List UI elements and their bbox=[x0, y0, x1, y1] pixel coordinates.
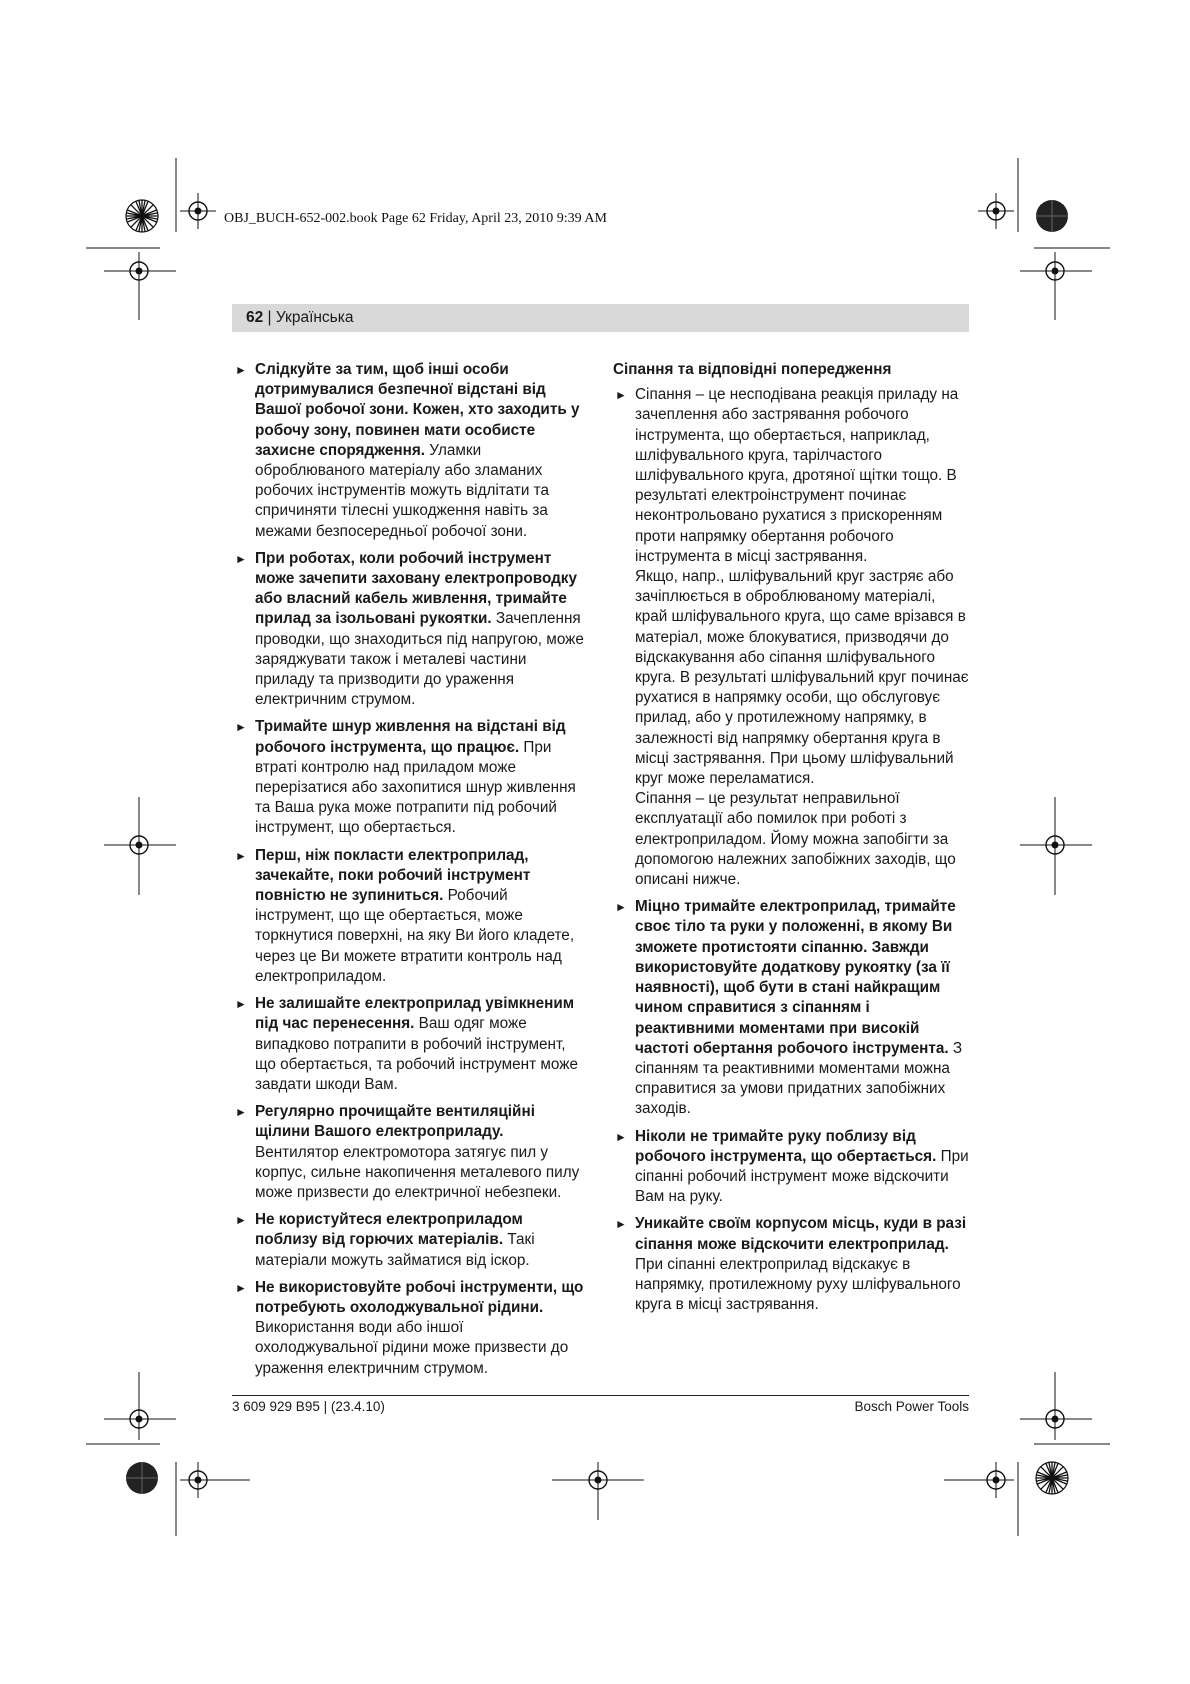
bullet-arrow-icon: ► bbox=[235, 997, 247, 1012]
bullet-arrow-icon: ► bbox=[235, 1105, 247, 1120]
bullet-arrow-icon: ► bbox=[615, 900, 627, 915]
safety-item: ► Регулярно прочищайте вентиляційні щілини Вашого електроприладу. Вентилятор електромотора затягує пил у корпус, сильне накопичення металевого пилу може призвести до електричної небезпеки. bbox=[235, 1103, 580, 1201]
registration-mark-icon bbox=[978, 193, 1014, 229]
registration-mark-icon bbox=[180, 193, 216, 229]
page-header bbox=[232, 304, 969, 332]
bullet-arrow-icon: ► bbox=[615, 388, 627, 403]
footer-divider bbox=[232, 1395, 969, 1396]
safety-item: ► Міцно тримайте електроприлад, тримайте своє тіло та руки у положенні, в якому Ви зможете протистояти сіпанню. Завжди використовуйте додаткову рукоятку (за її наявності), щоб бути в стані найкращим чином справитися з сіпанням і реактивними моментами при високій частоті обертання робочого інструмента. З сіпанням та реактивними моментами можна справитися за умови придатних запобіжних заходів. bbox=[615, 898, 963, 1118]
dark-target-icon bbox=[126, 1462, 158, 1494]
header-separator: | bbox=[263, 309, 276, 326]
star-target-icon bbox=[126, 200, 158, 232]
section-heading: Сіпання та відповідні попередження bbox=[613, 361, 892, 378]
bullet-arrow-icon: ► bbox=[235, 551, 247, 566]
bullet-arrow-icon: ► bbox=[235, 1280, 247, 1295]
header-language: Українська bbox=[275, 309, 354, 326]
safety-item: ► Слідкуйте за тим, щоб інші особи дотримувалися безпечної відстані від Вашої робочої зони. Кожен, хто заходить у робочу зону, повинен мати особисте захисне спорядження. Уламки оброблюваного матеріалу або зламаних робочих інструментів можуть відлітати та спричиняти тілесні ушкодження навіть за межами безпосередньої робочої зони. bbox=[235, 361, 580, 540]
star-target-icon bbox=[1036, 1462, 1068, 1494]
left-column bbox=[233, 360, 585, 1386]
bullet-arrow-icon: ► bbox=[235, 720, 247, 735]
footer-doc-number: 3 609 929 B95 | (23.4.10) bbox=[232, 1399, 385, 1414]
bullet-arrow-icon: ► bbox=[235, 848, 247, 863]
safety-item: ► Перш, ніж покласти електроприлад, зачекайте, поки робочий інструмент повністю не зупиниться. Робочий інструмент, що ще обертається, може торкнутися поверхні, на яку Ви його кладете, через це Ви можете втратити контроль над електроприладом. bbox=[235, 846, 575, 985]
kickback-intro: ► Сіпання – це несподівана реакція приладу на зачеплення або застрявання робочого інструмента, що обертається, наприклад, шліфувального круга, тарілчастого шліфувального круга, дротяної щітки тощо. В результаті електроінструмент починає неконтрольовано рухатися з прискоренням проти напрямку обертання робочого інструмента в місці застрявання. Якщо, напр., шліфувальний круг застряє або зачіплюється в оброблюваному матеріалі, край шліфувального круга, що саме врізався в матеріал, може блокуватися, призводячи до відскакування або сіпання шліфувального круга. В результаті шліфувальний круг починає рухатися в напрямку особи, що обслуговує прилад, або у протилежному напрямку, в залежності від напрямку обертання круга в місці застрявання. При цьому шліфувальний круг може переламатися. Сіпання – це результат неправильної експлуатації або помилок при роботі з електроприладом. Йому можна запобігти за допомогою належних запобіжних заходів, що описані нижче. bbox=[615, 386, 969, 889]
bullet-arrow-icon: ► bbox=[235, 1213, 247, 1228]
dark-target-icon bbox=[1036, 200, 1068, 232]
page-number: 62 bbox=[246, 309, 264, 326]
footer-brand: Bosch Power Tools bbox=[854, 1399, 969, 1414]
safety-item: ► Тримайте шнур живлення на відстані від робочого інструмента, що працює. При втраті контролю над приладом може перерізатися або захопитися шнур живлення та Ваша рука може потрапити під робочий інструмент, що обертається. bbox=[235, 718, 576, 837]
safety-item: ► Ніколи не тримайте руку поблизу від робочого інструмента, що обертається. При сіпанні робочий інструмент може відскочити Вам на руку. bbox=[615, 1127, 969, 1206]
bullet-arrow-icon: ► bbox=[615, 1129, 627, 1144]
safety-item: ► Не залишайте електроприлад увімкненим під час перенесення. Ваш одяг може випадково потрапити в робочий інструмент, що обертається, та робочий інструмент може завдати шкоди Вам. bbox=[235, 995, 578, 1093]
print-info-line: OBJ_BUCH-652-002.book Page 62 Friday, April 23, 2010 9:39 AM bbox=[224, 211, 607, 226]
right-column bbox=[613, 360, 971, 1322]
safety-item: ► При роботах, коли робочий інструмент може зачепити заховану електропроводку або власний кабель живлення, тримайте прилад за ізольовані рукоятки. Зачеплення проводки, що знаходиться під напругою, може заряджувати також і металеві частини приладу та призводити до ураження електричним струмом. bbox=[235, 549, 584, 709]
safety-item: ► Уникайте своїм корпусом місць, куди в разі сіпання може відскочити електроприлад. При сіпанні електроприлад відскакує в напрямку, протилежному руху шліфувального круга в місці застрявання. bbox=[615, 1215, 967, 1314]
safety-item: ► Не користуйтеся електроприладом поблизу від горючих матеріалів. Такі матеріали можуть займатися від іскор. bbox=[235, 1211, 535, 1269]
bullet-arrow-icon: ► bbox=[615, 1217, 627, 1232]
safety-item: ► Не використовуйте робочі інструменти, що потребують охолоджувальної рідини. Використання води або іншої охолоджувальної рідини може призвести до ураження електричним струмом. bbox=[235, 1278, 584, 1377]
bullet-arrow-icon: ► bbox=[235, 363, 247, 377]
